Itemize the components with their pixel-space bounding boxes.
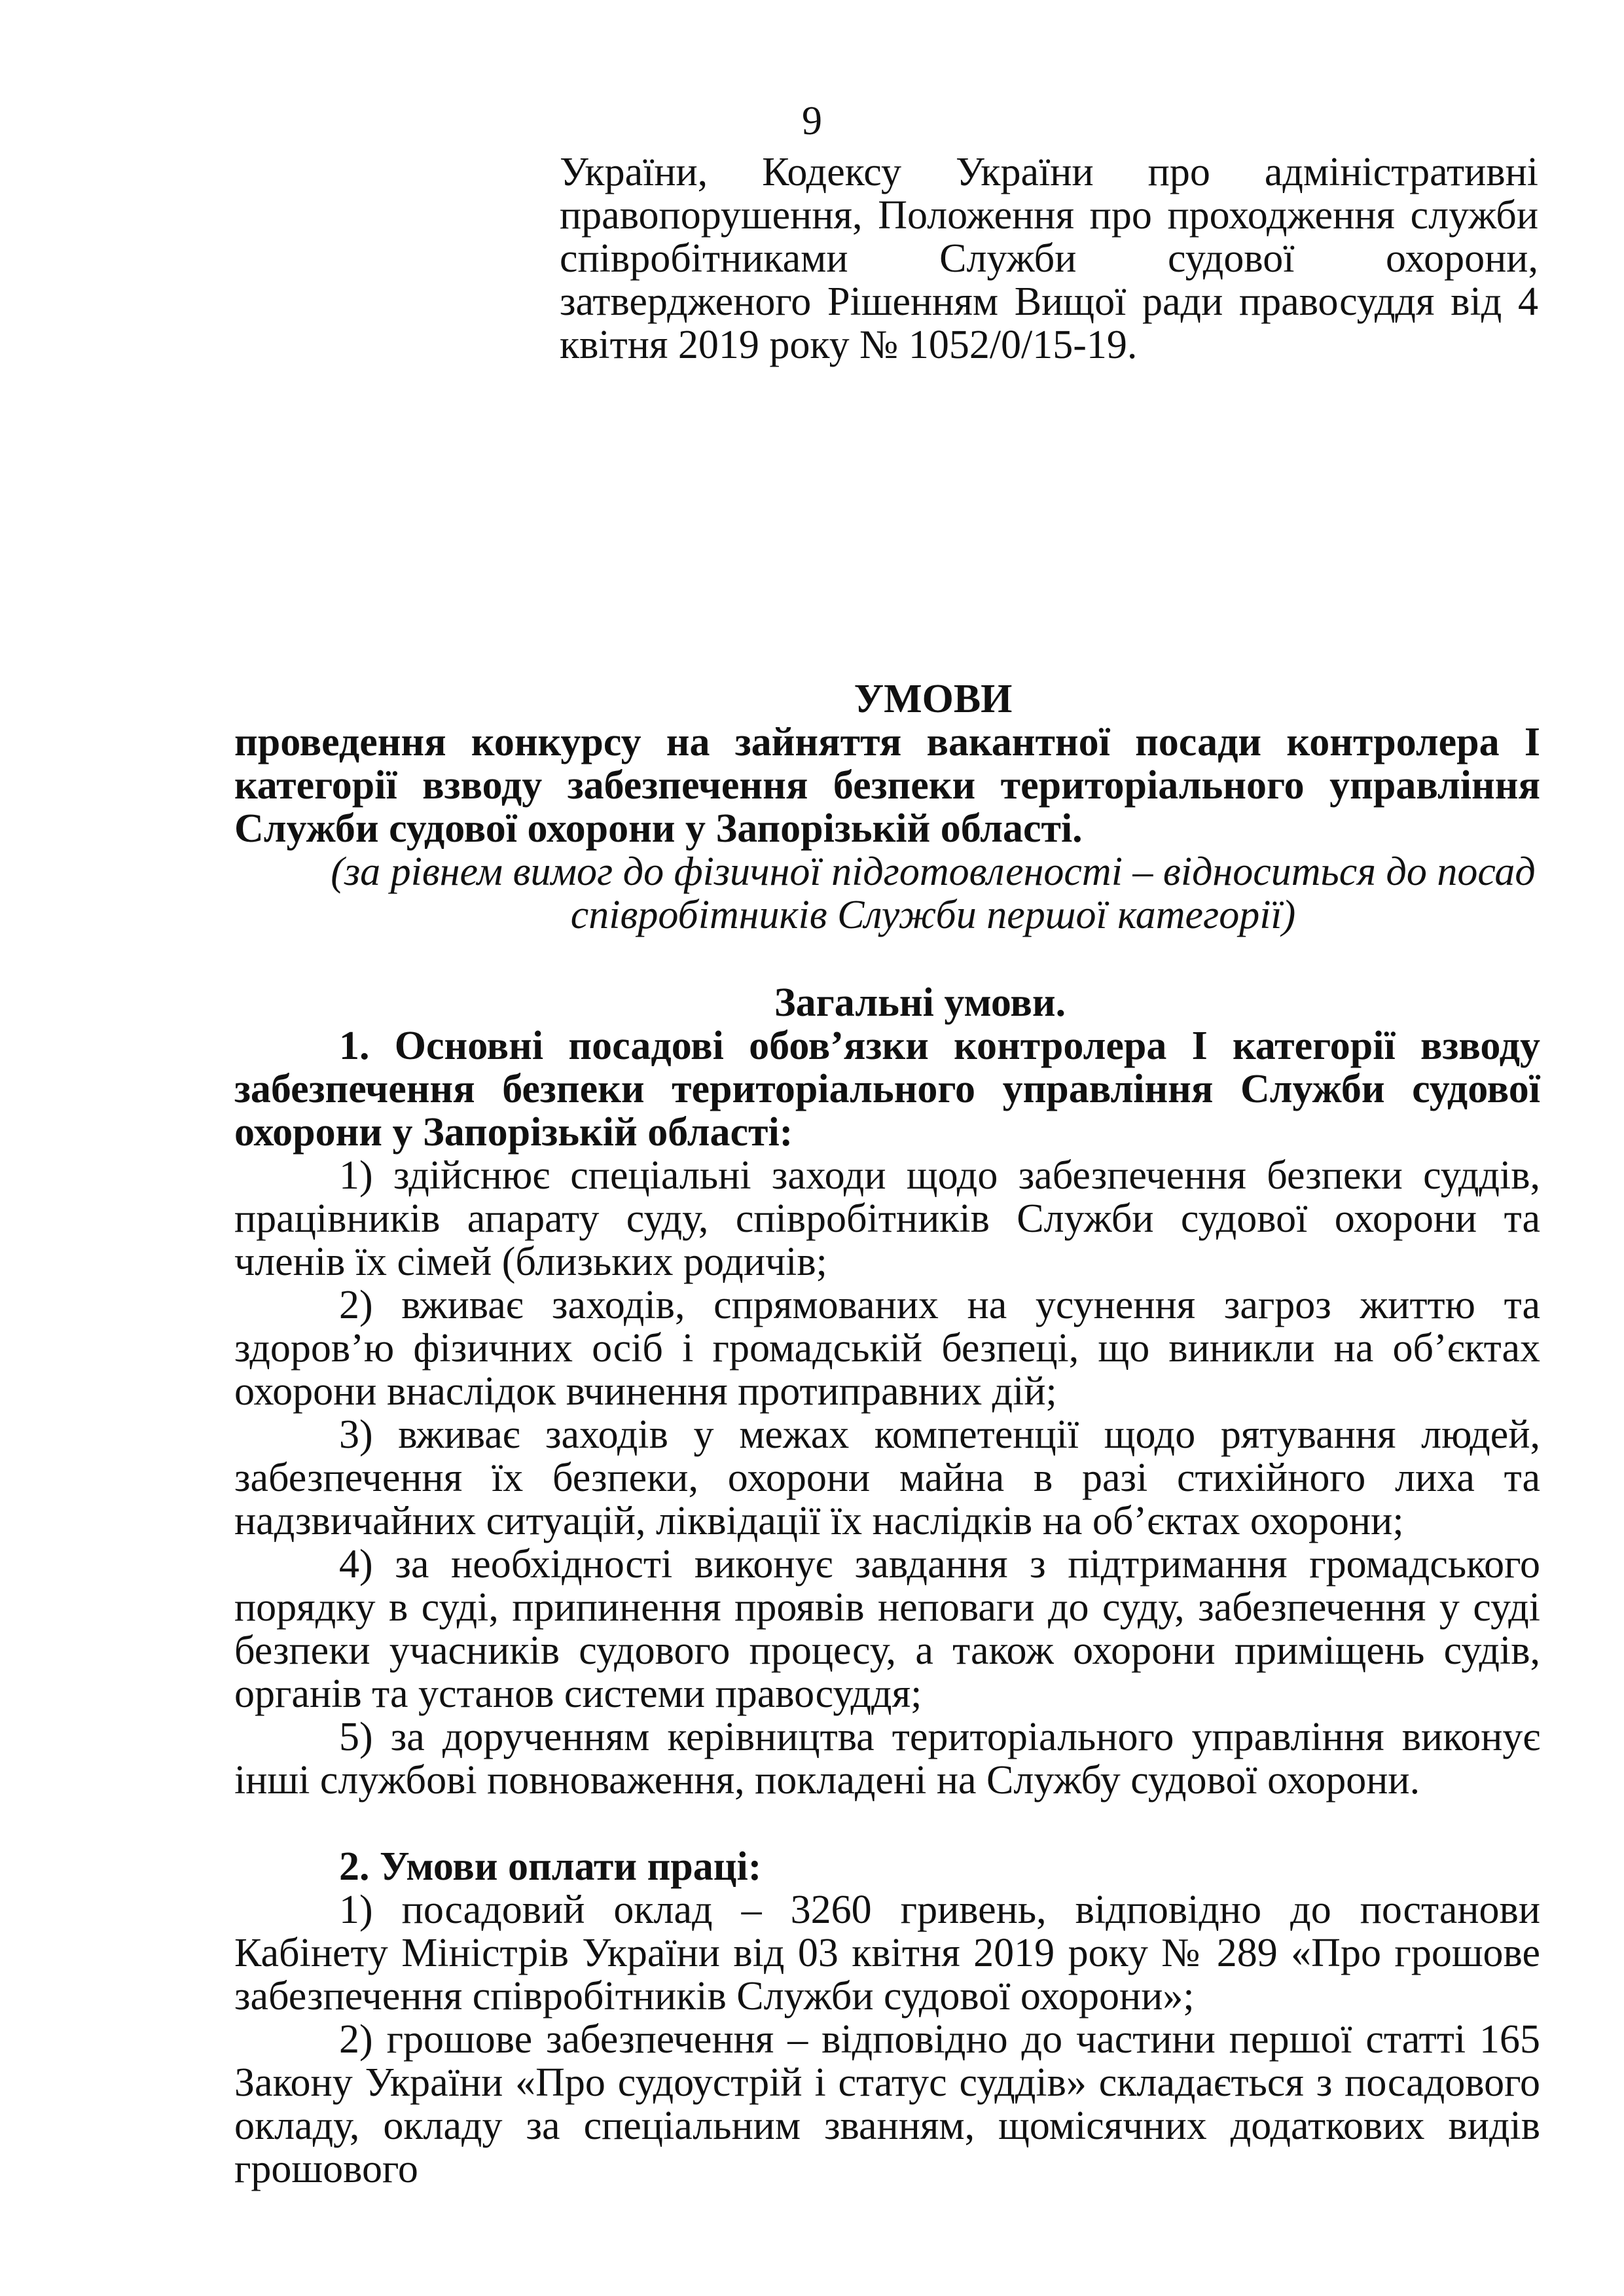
- duty-item: 1) здійснює спеціальні заходи щодо забезпечення безпеки суддів, працівників апарату суду, співробітників Служби судової охорони та членів їх сімей (близьких родичів;: [234, 1153, 1540, 1284]
- conditions-block: [234, 677, 1540, 2191]
- duties-heading: 1. Основні посадові обов’язки контролера І категорії взводу забезпечення безпеки територіального управління Служби судової охорони у Запорізькій області:: [234, 1024, 1540, 1155]
- pay-item: 1) посадовий оклад – 3260 гривень, відповідно до постанови Кабінету Міністрів України від 03 квітня 2019 року № 289 «Про грошове забезпечення співробітників Служби судової охорони»;: [234, 1888, 1540, 2018]
- duty-item: 5) за дорученням керівництва територіального управління виконує інші службові повноваження, покладені на Службу судової охорони.: [234, 1715, 1540, 1803]
- pay-heading: 2. Умови оплати праці:: [339, 1844, 762, 1889]
- duty-item: 3) вживає заходів у межах компетенції щодо рятування людей, забезпечення їх безпеки, охорони майна в разі стихійного лиха та надзвичайних ситуацій, ліквідації їх наслідків на об’єктах охорони;: [234, 1412, 1540, 1543]
- document-title: УМОВИ: [854, 677, 1013, 721]
- general-heading: Загальні умови.: [774, 980, 1066, 1025]
- intro-paragraph: [560, 151, 1538, 367]
- intro-text: України, Кодексу України про адміністративні правопорушення, Положення про проходження служби співробітниками Служби судової охорони, затвердженого Рішенням Вищої ради правосуддя від 4 квітня 2019 року № 1052/0/15-19.: [560, 150, 1538, 367]
- spacer: [234, 937, 1540, 980]
- document-subtitle: проведення конкурсу на зайняття вакантної посади контролера І категорії взводу забезпечення безпеки територіального управління Служби судової охорони у Запорізькій області.: [234, 720, 1540, 851]
- category-note: (за рівнем вимог до фізичної підготовленості – відноситься до посад співробітників Служби першої категорії): [331, 850, 1536, 937]
- spacer: [234, 1802, 1540, 1845]
- pay-item: 2) грошове забезпечення – відповідно до частини першої статті 165 Закону України «Про судоустрій і статус суддів» складається з посадового окладу, окладу за спеціальним званням, щомісячних додаткових видів грошового: [234, 2017, 1540, 2191]
- page-number: 9: [802, 99, 822, 143]
- duty-item: 2) вживає заходів, спрямованих на усунення загроз життю та здоров’ю фізичних осіб і громадській безпеці, що виникли на об’єктах охорони внаслідок вчинення протиправних дій;: [234, 1283, 1540, 1414]
- duty-item: 4) за необхідності виконує завдання з підтримання громадського порядку в суді, припинення проявів неповаги до суду, забезпечення у суді безпеки учасників судового процесу, а також охорони приміщень судів, органів та установ системи правосуддя;: [234, 1542, 1540, 1716]
